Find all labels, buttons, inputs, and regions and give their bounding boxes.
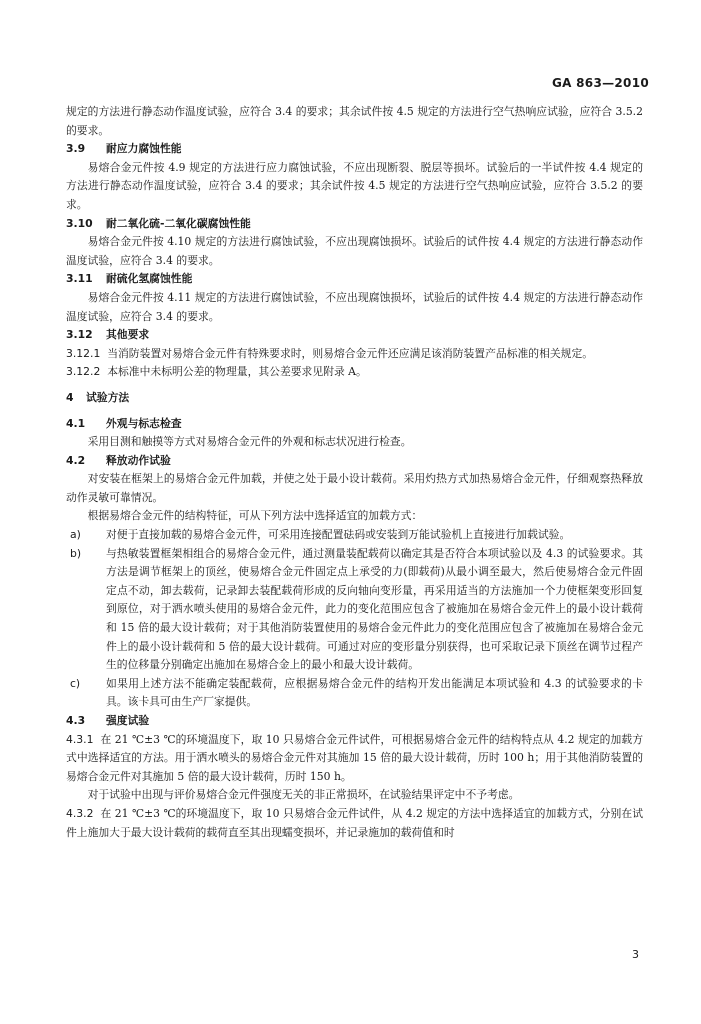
section-number: 4.2	[66, 453, 86, 467]
list-marker: b)	[70, 546, 82, 560]
section-title: 耐应力腐蚀性能	[106, 142, 182, 156]
section-title: 释放动作试验	[106, 453, 171, 467]
page-number: 3	[632, 948, 639, 961]
list-marker: a)	[70, 528, 81, 542]
chapter-number: 4	[66, 390, 74, 404]
standard-number: GA 863—2010	[551, 76, 649, 90]
list-item-text: 对便于直接加载的易熔合金元件，可采用连接配置砝码或安装到万能试验机上直接进行加载试验。	[106, 528, 571, 542]
clause-text: 在 21 ℃±3 ℃的环境温度下，取 10 只易熔合金元件试件，可根据易熔合金元件的结构特点从 4.2 规定的加载方式中选择适宜的方法。用于洒水喷头的易熔合金元件对其施加 15 倍的最大设计载荷，历时 100 h；用于其他消防装置的易熔合金元件对其施加 5 倍的最大设计载荷，历时 150 h。	[66, 732, 643, 783]
section-title: 其他要求	[106, 328, 150, 342]
chapter-heading-4	[66, 389, 643, 408]
section-heading-4-2	[66, 452, 643, 471]
section-number: 3.12	[66, 328, 93, 342]
list-marker: c)	[70, 676, 81, 690]
list-item-b	[66, 545, 643, 675]
section-heading-3-12	[66, 326, 643, 345]
section-number: 4.1	[66, 416, 86, 430]
list-item-text: 与热敏装置框架相组合的易熔合金元件，通过测量装配载荷以确定其是否符合本项试验以及 4.3 的试验要求。其方法是调节框架上的顶丝，使易熔合金元件固定点上承受的力(即载荷)从最小调至最大，然后使易熔合金元件固定点不动，卸去载荷，记录卸去装配载荷形成的反向轴向变形量，再采用适当的方法施加一个力使框架变形回复到原位，对于洒水喷头使用的易熔合金元件，此力的变化范围应包含了被施加在易熔合金元件上的最小设计载荷和 15 倍的最大设计载荷；对于其他消防装置使用的易熔合金元件此力的变化范围应包含了被施加在易熔合金元件上的最小设计载荷和 5 倍的最大设计载荷。可通过对应的变形量分别获得，也可采取记录下顶丝在调节过程产生的位移量分别确定出施加在易熔合金上的最小和最大设计载荷。	[106, 546, 643, 672]
section-heading-3-9	[66, 140, 643, 159]
clause-number: 4.3.1	[66, 732, 94, 746]
chapter-title: 试验方法	[86, 390, 130, 404]
paragraph: 易熔合金元件按 4.10 规定的方法进行腐蚀试验，不应出现腐蚀损坏。试验后的试件按 4.4 规定的方法进行静态动作温度试验，应符合 3.4 的要求。	[66, 235, 643, 267]
clause-number: 3.12.1	[66, 346, 101, 360]
list-item-c	[66, 675, 643, 712]
clause-number: 3.12.2	[66, 365, 101, 379]
clause-text: 当消防装置对易熔合金元件有特殊要求时，则易熔合金元件还应满足该消防装置产品标准的相关规定。	[107, 346, 594, 360]
clause-4-3-2	[66, 805, 643, 842]
section-number: 3.11	[66, 272, 93, 286]
section-heading-4-3	[66, 712, 643, 731]
section-heading-3-11	[66, 270, 643, 289]
paragraph: 采用目测和触摸等方式对易熔合金元件的外观和标志状况进行检查。	[87, 435, 412, 449]
clause-text: 本标准中未标明公差的物理量，其公差要求见附录 A。	[107, 365, 367, 379]
section-heading-4-1	[66, 415, 643, 434]
section-title: 强度试验	[106, 714, 150, 727]
list-item-a	[66, 526, 643, 545]
paragraph: 规定的方法进行静态动作温度试验，应符合 3.4 的要求；其余试件按 4.5 规定的方法进行空气热响应试验，应符合 3.5.2 的要求。	[66, 105, 643, 137]
paragraph: 对安装在框架上的易熔合金元件加载，并使之处于最小设计载荷。采用灼热方式加热易熔合金元件，仔细观察热释放动作灵敏可靠情况。	[66, 472, 643, 504]
section-number: 3.9	[66, 142, 86, 156]
section-heading-3-10	[66, 215, 643, 234]
paragraph: 易熔合金元件按 4.11 规定的方法进行腐蚀试验，不应出现腐蚀损坏，试验后的试件按 4.4 规定的方法进行静态动作温度试验，应符合 3.4 的要求。	[66, 290, 643, 323]
section-title: 耐硫化氢腐蚀性能	[106, 272, 193, 286]
section-number: 3.10	[66, 216, 93, 230]
clause-number: 4.3.2	[66, 806, 94, 820]
section-number: 4.3	[66, 714, 86, 727]
paragraph: 易熔合金元件按 4.9 规定的方法进行应力腐蚀试验，不应出现断裂、脱层等损坏。试验后的一半试件按 4.4 规定的方法进行静态动作温度试验，应符合 3.4 的要求；其余试件按 4.5 规定的方法进行空气热响应试验，应符合 3.5.2 的要求。	[66, 160, 643, 211]
clause-4-3-1	[66, 731, 643, 787]
section-title: 外观与标志检查	[106, 416, 182, 430]
document-body	[66, 103, 643, 842]
clause-text: 在 21 ℃±3 ℃的环境温度下，取 10 只易熔合金元件试件，从 4.2 规定的方法中选择适宜的加载方式，分别在试件上施加大于最大设计载荷的载荷直至其出现蠕变损坏，并记录施加的载荷值和时	[66, 806, 643, 839]
paragraph: 根据易熔合金元件的结构特征，可从下列方法中选择适宜的加载方式：	[87, 509, 423, 523]
clause-3-12-2	[66, 363, 643, 382]
list-item-text: 如果用上述方法不能确定装配载荷，应根据易熔合金元件的结构开发出能满足本项试验和 4.3 的试验要求的卡具。该卡具可由生产厂家提供。	[106, 676, 643, 709]
section-title: 耐二氧化硫-二氧化碳腐蚀性能	[106, 216, 251, 230]
paragraph: 对于试验中出现与评价易熔合金元件强度无关的非正常损坏，在试验结果评定中不予考虑。	[87, 788, 520, 802]
clause-3-12-1	[66, 345, 643, 364]
